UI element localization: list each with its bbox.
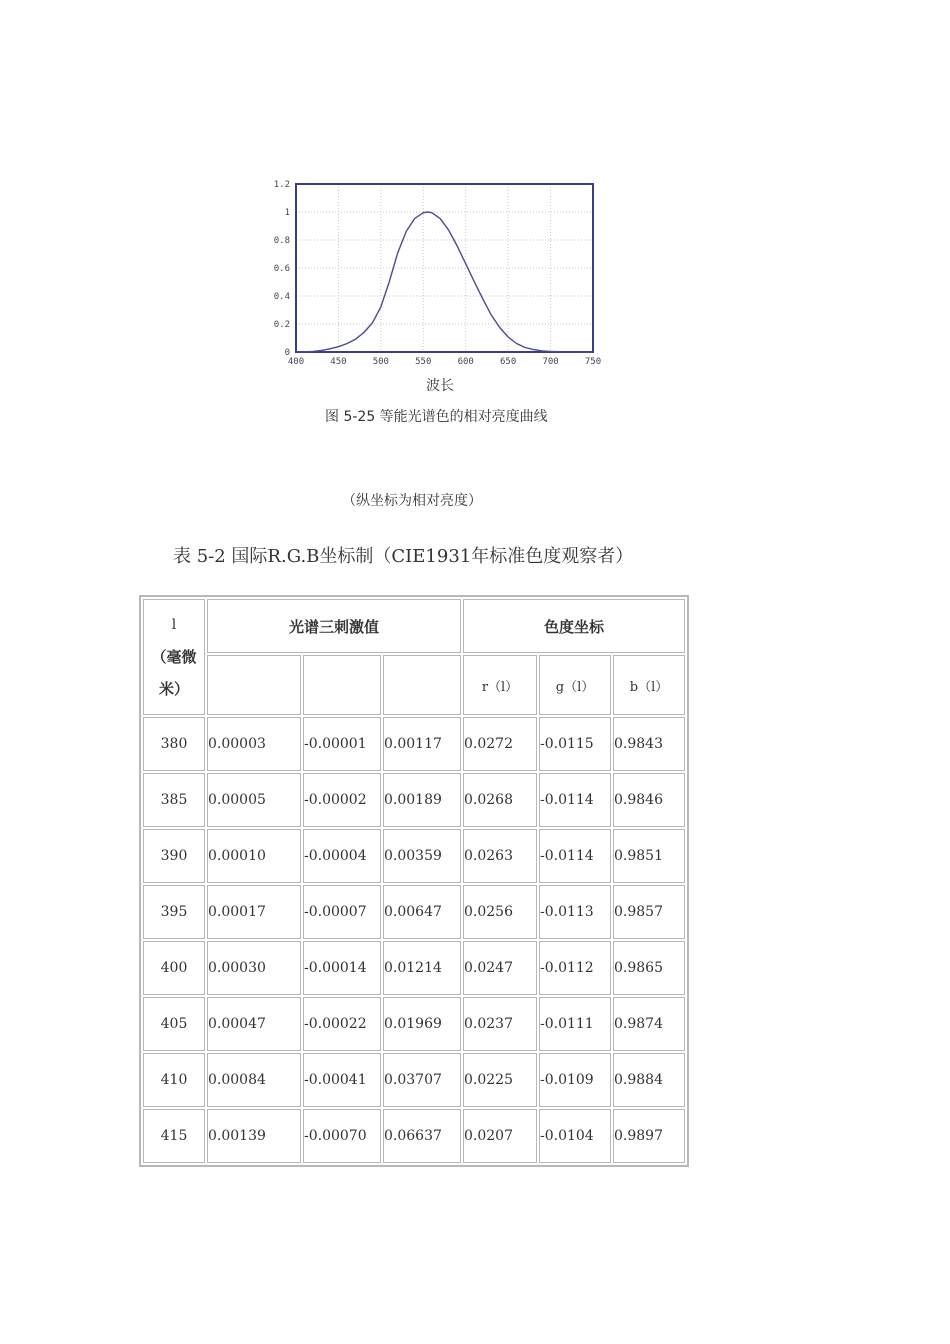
y-tick-label: 0.4 [273, 292, 290, 302]
wavelength-header [143, 599, 205, 715]
curve-layer [296, 212, 593, 352]
sub-header-g: g（l） [539, 655, 611, 715]
x-axis-label: 波长 [426, 378, 454, 394]
b-coord-cell: 0.9843 [613, 717, 685, 771]
figure-note: （纵坐标为相对亮度） [342, 493, 482, 509]
tristimulus-sub-g [303, 655, 381, 715]
r-bar-cell: 0.00047 [207, 997, 301, 1051]
b-coord-cell: 0.9897 [613, 1109, 685, 1163]
g-coord-cell: -0.0111 [539, 997, 611, 1051]
wavelength-cell: 400 [143, 941, 205, 995]
table-row [143, 1053, 685, 1107]
chart-grid [296, 184, 593, 352]
b-coord-cell: 0.9857 [613, 885, 685, 939]
b-coord-cell: 0.9851 [613, 829, 685, 883]
wavelength-cell: 385 [143, 773, 205, 827]
r-bar-cell: 0.00084 [207, 1053, 301, 1107]
table-title: 表 5-2 国际R.G.B坐标制（CIE1931年标准色度观察者） [173, 546, 634, 567]
table-row [143, 773, 685, 827]
b-bar-cell: 0.01214 [383, 941, 461, 995]
cie-rgb-table [139, 595, 689, 1167]
b-bar-cell: 0.03707 [383, 1053, 461, 1107]
table-row [143, 941, 685, 995]
g-coord-cell: -0.0114 [539, 773, 611, 827]
b-bar-cell: 0.00189 [383, 773, 461, 827]
wavelength-cell: 390 [143, 829, 205, 883]
b-bar-cell: 0.06637 [383, 1109, 461, 1163]
r-bar-cell: 0.00010 [207, 829, 301, 883]
g-bar-cell: -0.00007 [303, 885, 381, 939]
r-coord-cell: 0.0247 [463, 941, 537, 995]
r-coord-cell: 0.0256 [463, 885, 537, 939]
y-tick-label: 0.6 [273, 264, 290, 274]
wavelength-cell: 395 [143, 885, 205, 939]
b-bar-cell: 0.00359 [383, 829, 461, 883]
wavelength-cell: 415 [143, 1109, 205, 1163]
x-tick-label: 500 [372, 357, 389, 366]
x-tick-label: 450 [330, 357, 347, 366]
g-coord-cell: -0.0112 [539, 941, 611, 995]
header-row-2 [143, 655, 685, 715]
x-tick-label: 650 [500, 357, 517, 366]
table-row [143, 997, 685, 1051]
table-row [143, 1109, 685, 1163]
r-bar-cell: 0.00139 [207, 1109, 301, 1163]
g-coord-cell: -0.0104 [539, 1109, 611, 1163]
r-bar-cell: 0.00030 [207, 941, 301, 995]
figure-caption: 图 5-25 等能光谱色的相对亮度曲线 [325, 409, 548, 425]
g-coord-cell: -0.0109 [539, 1053, 611, 1107]
tristimulus-header: 光谱三刺激值 [207, 599, 461, 653]
g-bar-cell: -0.00004 [303, 829, 381, 883]
b-bar-cell: 0.00647 [383, 885, 461, 939]
r-coord-cell: 0.0263 [463, 829, 537, 883]
luminosity-curve [296, 212, 593, 352]
g-bar-cell: -0.00070 [303, 1109, 381, 1163]
b-bar-cell: 0.01969 [383, 997, 461, 1051]
r-bar-cell: 0.00003 [207, 717, 301, 771]
g-coord-cell: -0.0115 [539, 717, 611, 771]
sub-header-r: r（l） [463, 655, 537, 715]
b-coord-cell: 0.9874 [613, 997, 685, 1051]
y-tick-label: 1 [284, 208, 290, 218]
g-bar-cell: -0.00022 [303, 997, 381, 1051]
x-tick-label: 750 [584, 357, 602, 366]
x-tick-label: 400 [287, 357, 305, 366]
x-tick-label: 600 [457, 357, 474, 366]
wavelength-unit-2: 米） [158, 680, 189, 698]
r-bar-cell: 0.00017 [207, 885, 301, 939]
x-tick-label: 700 [542, 357, 559, 366]
wavelength-cell: 410 [143, 1053, 205, 1107]
table-row [143, 717, 685, 771]
r-coord-cell: 0.0237 [463, 997, 537, 1051]
y-tick-label: 0.8 [273, 236, 290, 246]
y-tick-label: 0 [284, 348, 290, 358]
x-tick-label: 550 [415, 357, 432, 366]
b-bar-cell: 0.00117 [383, 717, 461, 771]
r-bar-cell: 0.00005 [207, 773, 301, 827]
g-bar-cell: -0.00002 [303, 773, 381, 827]
r-coord-cell: 0.0272 [463, 717, 537, 771]
g-bar-cell: -0.00041 [303, 1053, 381, 1107]
g-bar-cell: -0.00001 [303, 717, 381, 771]
r-coord-cell: 0.0225 [463, 1053, 537, 1107]
wavelength-unit-1: （毫微 [151, 648, 197, 666]
table-row [143, 829, 685, 883]
b-coord-cell: 0.9884 [613, 1053, 685, 1107]
r-coord-cell: 0.0268 [463, 773, 537, 827]
tristimulus-sub-b [383, 655, 461, 715]
chromaticity-header: 色度坐标 [463, 599, 685, 653]
wavelength-symbol: l [171, 617, 177, 633]
y-tick-label: 1.2 [273, 180, 290, 190]
header-row-1 [143, 599, 685, 653]
luminosity-chart [258, 170, 604, 366]
y-tick-label: 0.2 [273, 320, 290, 330]
g-coord-cell: -0.0114 [539, 829, 611, 883]
r-coord-cell: 0.0207 [463, 1109, 537, 1163]
y-tick-labels [274, 180, 290, 358]
b-coord-cell: 0.9865 [613, 941, 685, 995]
g-bar-cell: -0.00014 [303, 941, 381, 995]
wavelength-cell: 380 [143, 717, 205, 771]
g-coord-cell: -0.0113 [539, 885, 611, 939]
wavelength-cell: 405 [143, 997, 205, 1051]
b-coord-cell: 0.9846 [613, 773, 685, 827]
x-tick-labels [288, 357, 601, 366]
table-row [143, 885, 685, 939]
tristimulus-sub-r [207, 655, 301, 715]
sub-header-b: b（l） [613, 655, 685, 715]
